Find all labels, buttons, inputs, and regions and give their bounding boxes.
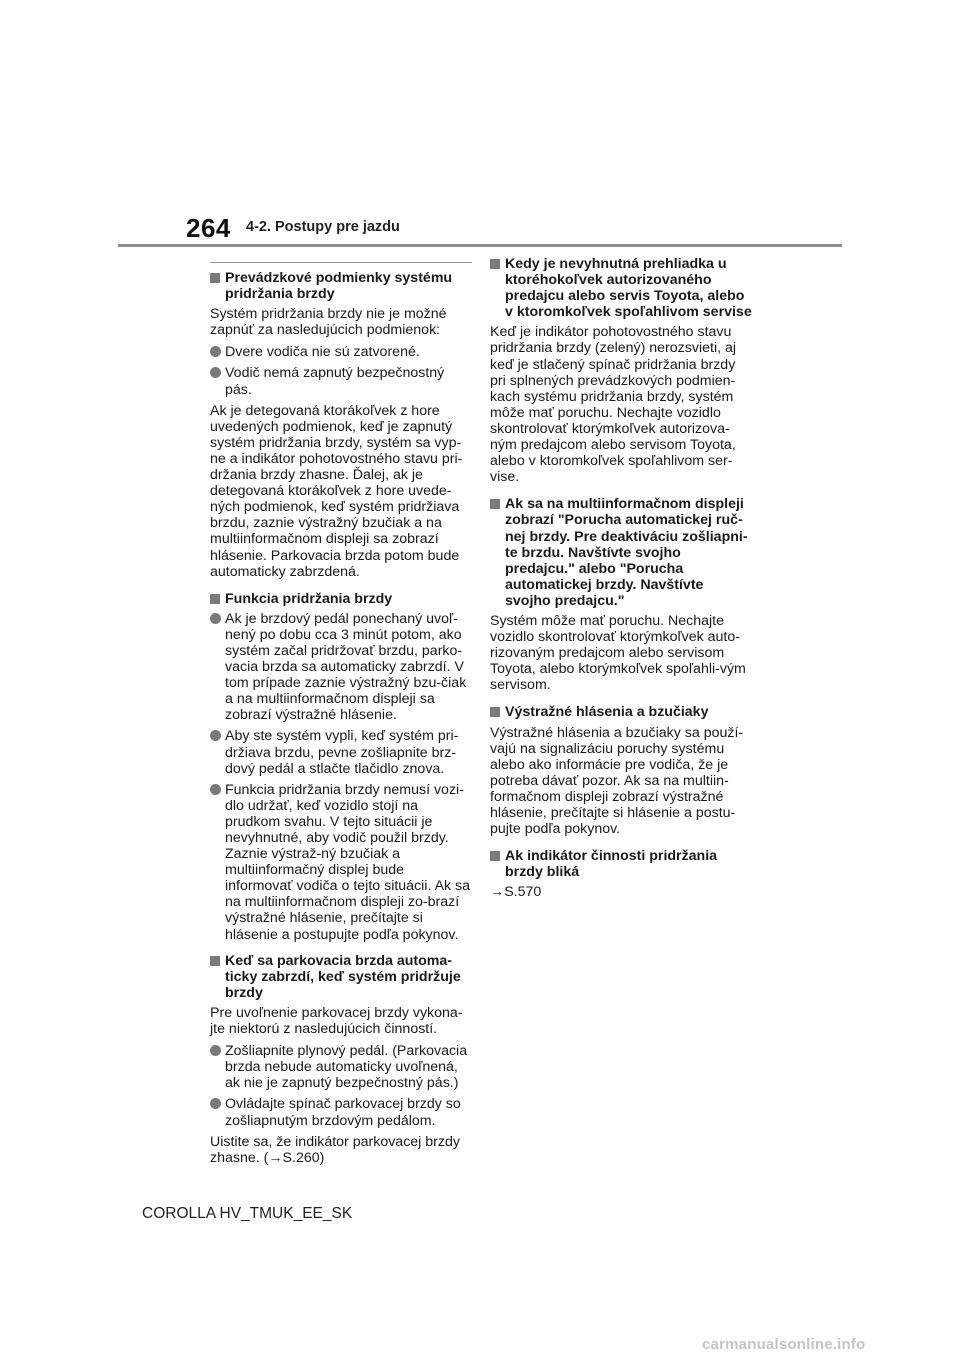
paragraph: Výstražné hlásenia a bzučiaky sa použí-vajú na signalizáciu poruchy systému alebo ako informácie pre vodiča, že je potreba dávať pozor. Ak sa na multiin-formačnom displeji zobrazí výstražné hlásenie, prečítajte si hlásenie a postu-pujte podľa pokynov. [490, 724, 744, 838]
bullet-item: Vodič nemá zapnutý bezpečnostný pás. [210, 365, 472, 397]
round-bullet-icon [210, 613, 221, 624]
round-bullet-icon [210, 1045, 221, 1056]
bullet-item: Aby ste systém vypli, keď systém pri-držiava brzdu, pevne zošliapnite brz-dový pedál a stlačte tlačidlo znova. [210, 728, 472, 776]
left-column [210, 262, 472, 1172]
right-column [490, 256, 752, 906]
page-header [0, 0, 960, 250]
square-bullet-icon [490, 707, 500, 717]
paragraph: Keď je indikátor pohotovostného stavu pridržania brzdy (zelený) nerozsvieti, aj keď je stlačený spínač pridržania brzdy pri splnených prevádzkových podmien-kach systému pridržania brzdy, systém môže mať poruchu. Nechajte vozidlo skontrolovať ktorýmkoľvek autorizova-ným predajcom alebo servisom Toyota, alebo v ktoromkoľvek spoľahlivom ser-vise. [490, 324, 737, 486]
page-reference: →S.570 [490, 884, 542, 901]
page-number: 264 [186, 213, 231, 243]
paragraph: Systém pridržania brzdy nie je možné zapnúť za nasledujúcich podmienok: [210, 306, 447, 339]
paragraph: Uistite sa, že indikátor parkovacej brzdy zhasne. (→S.260) [210, 1133, 460, 1166]
subsection-heading: Prevádzkové podmienky systému pridržania brzdy [210, 270, 472, 302]
subsection-heading: Keď sa parkovacia brzda automa-ticky zabrzdí, keď systém pridržuje brzdy [210, 953, 472, 1001]
bullet-item: Zošliapnite plynový pedál. (Parkovacia brzda nebude automaticky uvoľnená, ak nie je zapnutý bezpečnostný pás.) [210, 1043, 472, 1091]
square-bullet-icon [210, 273, 220, 283]
bullet-item: Funkcia pridržania brzdy nemusí vozi-dlo udržať, keď vozidlo stojí na prudkom svahu. V tejto situácii je nevyhnutné, aby vodič použil brzdy. Zaznie výstraž-ný bzučiak a multiinformačný displej bude informovať vodiča o tejto situácii. Ak sa na multiinformačnom displeji zo-brazí výstražné hlásenie, prečítajte si hlásenie a postupujte podľa pokynov. [210, 782, 472, 943]
subsection-heading: Funkcia pridržania brzdy [210, 591, 472, 607]
paragraph: Pre uvoľnenie parkovacej brzdy vykona-jte niektorú z nasledujúcich činností. [210, 1004, 463, 1038]
square-bullet-icon [490, 851, 500, 861]
subsection-heading: Ak indikátor činnosti pridržania brzdy bliká [490, 848, 752, 880]
round-bullet-icon [210, 1098, 221, 1109]
round-bullet-icon [210, 730, 221, 741]
bullet-item: Ak je brzdový pedál ponechaný uvoľ-nený po dobu cca 3 minút potom, ako systém začal pridržovať brzdu, parko-vacia brzda sa automaticky zabrzdí. V tom prípade zaznie výstražný bzu-čiak a na multiinformačnom displeji sa zobrazí výstražné hlásenie. [210, 611, 472, 724]
watermark: carmanualsonline.info [702, 1336, 866, 1353]
subsection-heading: Výstražné hlásenia a bzučiaky [490, 704, 752, 720]
header-divider [118, 244, 842, 247]
round-bullet-icon [210, 784, 221, 795]
bullet-item: Ovládajte spínač parkovacej brzdy so zošliapnutým brzdovým pedálom. [210, 1096, 472, 1128]
round-bullet-icon [210, 367, 221, 378]
square-bullet-icon [490, 499, 500, 509]
footer-model-code: COROLLA HV_TMUK_EE_SK [142, 1205, 353, 1222]
bullet-item: Dvere vodiča nie sú zatvorené. [210, 344, 472, 360]
column-divider [210, 262, 472, 263]
paragraph: Ak je detegovaná ktorákoľvek z hore uvedených podmienok, keď je zapnutý systém pridržania brzdy, systém sa vyp-ne a indikátor pohotovostného stavu pri-držania brzdy zhasne. Ďalej, ak je detegovaná ktorákoľvek z hore uvede-ných podmienok, keď systém pridržiava brzdu, zaznie výstražný bzučiak a na multiinformačnom displeji sa zobrazí hlásenie. Parkovacia brzda potom bude automaticky zabrzdená. [210, 402, 463, 580]
subsection-heading: Kedy je nevyhnutná prehliadka u ktoréhokoľvek autorizovaného predajcu alebo servis Toyota, alebo v ktoromkoľvek spoľahlivom servise [490, 256, 752, 320]
section-title: 4-2. Postupy pre jazdu [246, 219, 400, 235]
square-bullet-icon [490, 259, 500, 269]
square-bullet-icon [210, 956, 220, 966]
round-bullet-icon [210, 346, 221, 357]
paragraph: Systém môže mať poruchu. Nechajte vozidlo skontrolovať ktorýmkoľvek auto-rizovaným predajcom alebo servisom Toyota, alebo ktorýmkoľvek spoľahli-vým servisom. [490, 612, 746, 694]
square-bullet-icon [210, 594, 220, 604]
subsection-heading: Ak sa na multiinformačnom displeji zobrazí "Porucha automatickej ruč-nej brzdy. Pre deaktiváciu zošliapni-te brzdu. Navštívte svojho predajcu." alebo "Porucha automatickej brzdy. Navštívte svojho predajcu." [490, 496, 752, 609]
